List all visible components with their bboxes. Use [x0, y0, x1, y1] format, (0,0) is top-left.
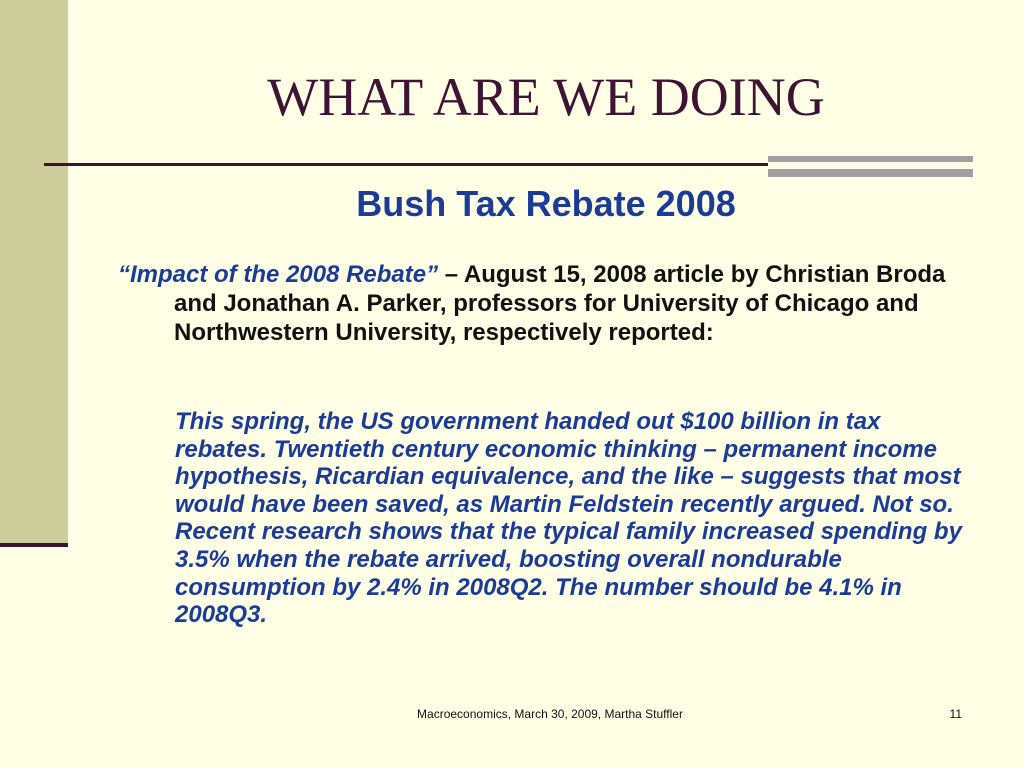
side-band-rule: [0, 543, 68, 547]
article-title: “Impact of the 2008 Rebate”: [118, 261, 439, 288]
title-divider: [44, 163, 768, 166]
side-band: [0, 0, 68, 546]
title-divider-accent-top: [768, 156, 973, 162]
article-quote: This spring, the US government handed out $100 billion in tax rebates. Twentieth century economic thinking – permanent income hypothesis, Ricardian equivalence, and the like – suggests that most would have been saved, as Martin Feldstein recently argued. Not so. Recent research shows that the typical family increased spending by 3.5% when the rebate arrived, boosting overall nondurable consumption by 2.4% in 2008Q2. The number should be 4.1% in 2008Q3.: [175, 408, 962, 629]
page-number: 11: [949, 707, 962, 721]
title-divider-accent-bottom: [768, 169, 973, 177]
slide-footer: Macroeconomics, March 30, 2009, Martha Stuffler: [417, 707, 683, 721]
slide-title: WHAT ARE WE DOING: [267, 67, 825, 127]
article-bullet: [118, 260, 994, 347]
article-description: – August 15, 2008 article by Christian Broda and Jonathan A. Parker, professors for University of Chicago and Northwestern University, respectively reported:: [174, 261, 946, 346]
slide-subtitle: Bush Tax Rebate 2008: [356, 183, 736, 224]
